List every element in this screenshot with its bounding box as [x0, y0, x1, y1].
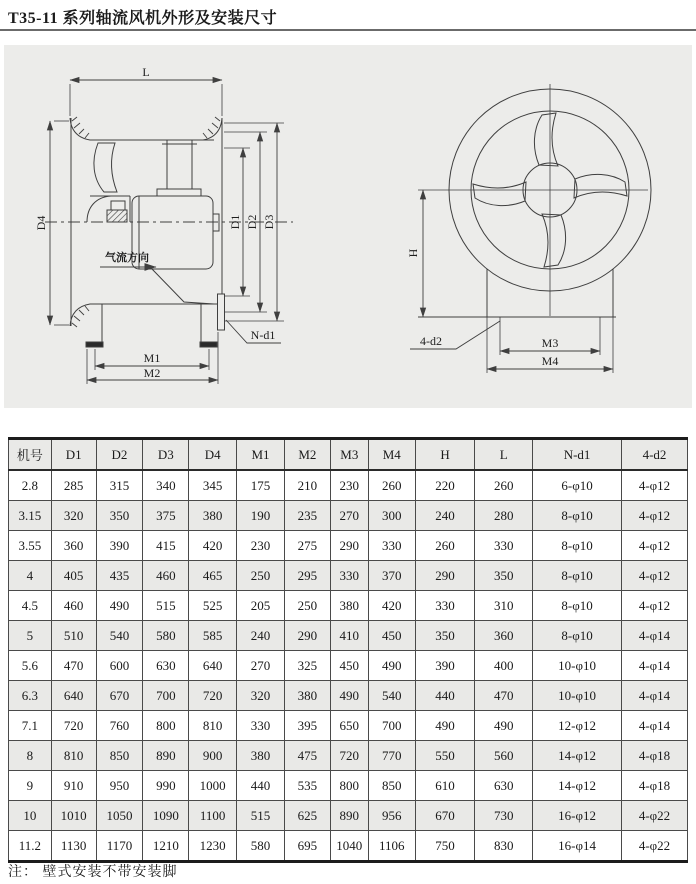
dimension-cell: 525 [189, 591, 237, 621]
motor-shaft-stub [213, 214, 219, 231]
model-number-cell: 4.5 [9, 591, 52, 621]
dimension-cell: 720 [51, 711, 96, 741]
dimension-cell: 600 [96, 651, 143, 681]
dimension-cell: 1170 [96, 831, 143, 862]
dimension-cell: 695 [284, 831, 330, 862]
dimension-cell: 470 [475, 681, 533, 711]
dimension-cell: 8-φ10 [533, 531, 622, 561]
dimension-cell: 260 [475, 470, 533, 501]
dimension-cell: 460 [51, 591, 96, 621]
dimension-cell: 8-φ10 [533, 561, 622, 591]
dimension-cell: 670 [415, 801, 475, 831]
dimension-cell: 540 [96, 621, 143, 651]
dimension-cell: 375 [143, 501, 189, 531]
dimension-cell: 450 [368, 621, 415, 651]
fan-outline-drawing [4, 45, 692, 408]
impeller-blade [94, 143, 117, 192]
dimension-cell: 240 [415, 501, 475, 531]
dimension-cell: 380 [284, 681, 330, 711]
dimension-cell: 420 [189, 531, 237, 561]
dimension-cell: 4-φ14 [622, 621, 688, 651]
dimension-cell: 390 [96, 531, 143, 561]
column-header: D3 [143, 439, 189, 471]
dimension-cell: 325 [284, 651, 330, 681]
dimension-cell: 760 [96, 711, 143, 741]
dim-label-M3: M3 [541, 336, 559, 350]
dimension-cell: 8-φ10 [533, 501, 622, 531]
dimension-cell: 290 [330, 531, 368, 561]
dimension-cell: 8-φ10 [533, 621, 622, 651]
dimension-cell: 370 [368, 561, 415, 591]
dimension-cell: 6-φ10 [533, 470, 622, 501]
column-header: 4-d2 [622, 439, 688, 471]
dimension-cell: 900 [189, 741, 237, 771]
inlet-bell-bottom [70, 304, 218, 326]
dimension-cell: 4-φ14 [622, 711, 688, 741]
dimension-cell: 1210 [143, 831, 189, 862]
table-body [9, 470, 688, 862]
dimension-cell: 4-φ22 [622, 801, 688, 831]
dimension-cell: 395 [284, 711, 330, 741]
dimension-cell: 250 [237, 561, 285, 591]
dimension-cell: 4-φ12 [622, 501, 688, 531]
dimension-cell: 4-φ18 [622, 771, 688, 801]
dimension-cell: 16-φ12 [533, 801, 622, 831]
model-number-cell: 5.6 [9, 651, 52, 681]
dimension-cell: 800 [330, 771, 368, 801]
model-number-cell: 6.3 [9, 681, 52, 711]
dimension-cell: 435 [96, 561, 143, 591]
motor-support-flange [157, 189, 201, 196]
table-row [9, 591, 688, 621]
dimension-cell: 490 [415, 711, 475, 741]
dimension-cell: 585 [189, 621, 237, 651]
dimension-cell: 4-φ12 [622, 561, 688, 591]
dimension-cell: 340 [143, 470, 189, 501]
column-header: L [475, 439, 533, 471]
dimension-cell: 4-φ22 [622, 831, 688, 862]
dimension-cell: 230 [237, 531, 285, 561]
column-header: D4 [189, 439, 237, 471]
dimension-cell: 630 [143, 651, 189, 681]
dimension-cell: 270 [237, 651, 285, 681]
dimension-cell: 4-φ12 [622, 531, 688, 561]
dimension-cell: 560 [475, 741, 533, 771]
table-row [9, 531, 688, 561]
tail-cone [152, 269, 214, 304]
dimension-cell: 1090 [143, 801, 189, 831]
drawing-panel [4, 45, 692, 408]
dimension-cell: 625 [284, 801, 330, 831]
dimension-cell: 4-φ18 [622, 741, 688, 771]
dimension-cell: 730 [475, 801, 533, 831]
dimension-cell: 700 [143, 681, 189, 711]
dimension-cell: 415 [143, 531, 189, 561]
dimension-cell: 330 [330, 561, 368, 591]
dimension-cell: 640 [189, 651, 237, 681]
column-header: M3 [330, 439, 368, 471]
model-number-cell: 4 [9, 561, 52, 591]
dimension-cell: 1130 [51, 831, 96, 862]
dimension-cell: 10-φ10 [533, 681, 622, 711]
table-header-row [9, 439, 688, 471]
dimension-cell: 580 [143, 621, 189, 651]
dimension-cell: 465 [189, 561, 237, 591]
dimension-cell: 4-φ12 [622, 470, 688, 501]
dimension-cell: 610 [415, 771, 475, 801]
dimension-cell: 890 [143, 741, 189, 771]
table-row [9, 711, 688, 741]
table-row [9, 681, 688, 711]
model-number-cell: 8 [9, 741, 52, 771]
dimension-cell: 990 [143, 771, 189, 801]
dimension-cell: 1040 [330, 831, 368, 862]
column-header: D2 [96, 439, 143, 471]
table-row [9, 771, 688, 801]
model-number-cell: 10 [9, 801, 52, 831]
dimension-cell: 490 [96, 591, 143, 621]
dimension-cell: 310 [475, 591, 533, 621]
column-header: D1 [51, 439, 96, 471]
title-divider [0, 29, 696, 31]
dimension-cell: 250 [284, 591, 330, 621]
foot-pad-right [200, 342, 217, 347]
column-header: H [415, 439, 475, 471]
dimension-cell: 320 [51, 501, 96, 531]
dimension-cell: 380 [330, 591, 368, 621]
column-header: M4 [368, 439, 415, 471]
dimension-cell: 770 [368, 741, 415, 771]
dimension-cell: 350 [415, 621, 475, 651]
dimension-cell: 315 [96, 470, 143, 501]
dimension-cell: 670 [96, 681, 143, 711]
dimension-cell: 910 [51, 771, 96, 801]
model-number-cell: 3.55 [9, 531, 52, 561]
dimension-cell: 4-φ12 [622, 591, 688, 621]
column-header: M2 [284, 439, 330, 471]
dimension-cell: 190 [237, 501, 285, 531]
dimension-cell: 890 [330, 801, 368, 831]
dimension-cell: 330 [475, 531, 533, 561]
dimension-cell: 700 [368, 711, 415, 741]
dimension-cell: 1010 [51, 801, 96, 831]
dimension-cell: 345 [189, 470, 237, 501]
dimension-cell: 490 [475, 711, 533, 741]
dim-label-L: L [142, 65, 150, 79]
label-N-d1: N-d1 [250, 328, 276, 342]
airflow-direction-label: 气流方向 [105, 252, 149, 264]
dimension-cell: 440 [415, 681, 475, 711]
dimension-cell: 275 [284, 531, 330, 561]
inlet-bell-top [70, 118, 214, 140]
dimension-cell: 16-φ14 [533, 831, 622, 862]
dimension-cell: 14-φ12 [533, 771, 622, 801]
dimension-cell: 390 [415, 651, 475, 681]
outlet-flange [218, 294, 225, 330]
dimension-cell: 800 [143, 711, 189, 741]
dimension-cell: 490 [330, 681, 368, 711]
dimension-cell: 830 [475, 831, 533, 862]
dimension-cell: 540 [368, 681, 415, 711]
dimension-cell: 420 [368, 591, 415, 621]
dimension-cell: 10-φ10 [533, 651, 622, 681]
dimension-cell: 475 [284, 741, 330, 771]
dimension-cell: 350 [96, 501, 143, 531]
dimension-cell: 380 [237, 741, 285, 771]
model-number-cell: 2.8 [9, 470, 52, 501]
dimension-cell: 290 [415, 561, 475, 591]
dimension-cell: 850 [368, 771, 415, 801]
dimension-cell: 210 [284, 470, 330, 501]
dimension-cell: 400 [475, 651, 533, 681]
dimension-cell: 440 [237, 771, 285, 801]
dimension-cell: 270 [330, 501, 368, 531]
dimension-cell: 460 [143, 561, 189, 591]
dimension-cell: 810 [51, 741, 96, 771]
dimension-cell: 470 [51, 651, 96, 681]
dim-label-D1: D1 [228, 214, 242, 230]
dimension-cell: 230 [330, 470, 368, 501]
dimension-cell: 1000 [189, 771, 237, 801]
dimension-cell: 640 [51, 681, 96, 711]
table-row [9, 741, 688, 771]
dimension-cell: 405 [51, 561, 96, 591]
label-4-d2: 4-d2 [420, 334, 442, 348]
front-view-drawing [410, 84, 651, 373]
page-title: T35-11 系列轴流风机外形及安装尺寸 [8, 10, 278, 27]
dimension-cell: 290 [284, 621, 330, 651]
table-row [9, 651, 688, 681]
dimension-cell: 240 [237, 621, 285, 651]
dim-label-D4: D4 [34, 215, 48, 231]
dimension-cell: 510 [51, 621, 96, 651]
bearing-hatch-block [107, 210, 127, 222]
dimension-cell: 650 [330, 711, 368, 741]
table-row [9, 621, 688, 651]
dimension-cell: 550 [415, 741, 475, 771]
dimension-cell: 360 [51, 531, 96, 561]
dimension-cell: 810 [189, 711, 237, 741]
dim-label-M4: M4 [541, 354, 559, 368]
dim-label-D3: D3 [262, 214, 276, 230]
dimension-cell: 320 [237, 681, 285, 711]
table-row [9, 561, 688, 591]
dimension-cell: 490 [368, 651, 415, 681]
dimension-cell: 280 [475, 501, 533, 531]
dimension-cell: 330 [415, 591, 475, 621]
model-number-cell: 3.15 [9, 501, 52, 531]
dimension-cell: 950 [96, 771, 143, 801]
foot-pad-left [86, 342, 103, 347]
dim-label-M2: M2 [143, 366, 161, 380]
dimension-cell: 300 [368, 501, 415, 531]
dim-label-M1: M1 [143, 351, 161, 365]
dimension-cell: 750 [415, 831, 475, 862]
dimension-cell: 1106 [368, 831, 415, 862]
dimension-cell: 260 [415, 531, 475, 561]
model-number-cell: 9 [9, 771, 52, 801]
dimension-cell: 720 [189, 681, 237, 711]
dimension-cell: 515 [143, 591, 189, 621]
dimension-cell: 515 [237, 801, 285, 831]
model-number-cell: 7.1 [9, 711, 52, 741]
dimension-cell: 4-φ14 [622, 651, 688, 681]
column-header: N-d1 [533, 439, 622, 471]
dimension-cell: 330 [368, 531, 415, 561]
dimension-cell: 850 [96, 741, 143, 771]
dimension-cell: 360 [475, 621, 533, 651]
dim-label-D2: D2 [245, 214, 259, 230]
dimension-cell: 535 [284, 771, 330, 801]
dimension-cell: 4-φ14 [622, 681, 688, 711]
dim-label-H: H [406, 248, 420, 258]
dimension-cell: 235 [284, 501, 330, 531]
dimension-cell: 956 [368, 801, 415, 831]
dimension-cell: 450 [330, 651, 368, 681]
dimension-cell: 350 [475, 561, 533, 591]
model-number-cell: 11.2 [9, 831, 52, 862]
model-number-cell: 5 [9, 621, 52, 651]
dimension-cell: 220 [415, 470, 475, 501]
dimension-cell: 205 [237, 591, 285, 621]
dimension-cell: 12-φ12 [533, 711, 622, 741]
dimension-cell: 720 [330, 741, 368, 771]
dimension-cell: 1230 [189, 831, 237, 862]
dimension-cell: 295 [284, 561, 330, 591]
dimension-cell: 1100 [189, 801, 237, 831]
dimension-cell: 1050 [96, 801, 143, 831]
table-row [9, 470, 688, 501]
table-row [9, 801, 688, 831]
column-header: 机号 [9, 439, 52, 471]
dimension-cell: 175 [237, 470, 285, 501]
table-row [9, 501, 688, 531]
dimension-cell: 14-φ12 [533, 741, 622, 771]
dimension-cell: 630 [475, 771, 533, 801]
footnote: 注： 壁式安装不带安装脚 [8, 865, 178, 880]
dimension-cell: 380 [189, 501, 237, 531]
column-header: M1 [237, 439, 285, 471]
dimension-cell: 330 [237, 711, 285, 741]
table-row [9, 831, 688, 862]
dimension-cell: 285 [51, 470, 96, 501]
dimension-cell: 8-φ10 [533, 591, 622, 621]
dimension-cell: 410 [330, 621, 368, 651]
dimension-table [8, 437, 688, 863]
dimension-cell: 260 [368, 470, 415, 501]
dimension-cell: 580 [237, 831, 285, 862]
